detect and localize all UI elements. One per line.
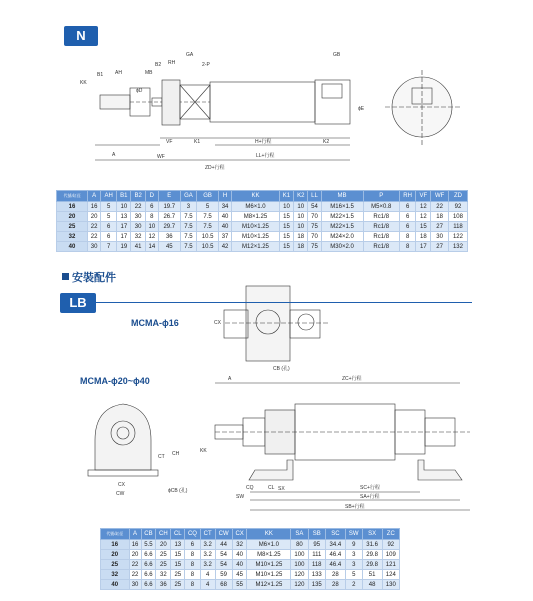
table-cell: 13 bbox=[171, 540, 185, 550]
table-cell: 22 bbox=[88, 232, 101, 242]
dim-label: ϕE bbox=[358, 106, 365, 112]
table-cell: 8 bbox=[185, 550, 201, 560]
table-cell: 22 bbox=[131, 202, 145, 212]
table-cell: 15 bbox=[171, 560, 185, 570]
table-cell: 3.2 bbox=[200, 540, 215, 550]
table-cell: 51 bbox=[362, 570, 382, 580]
table-cell: 7.5 bbox=[180, 212, 197, 222]
column-header: GB bbox=[197, 191, 219, 202]
table-cell: 22 bbox=[129, 570, 141, 580]
column-header: K1 bbox=[279, 191, 293, 202]
table-cell: 40 bbox=[232, 560, 247, 570]
table-cell: 32 bbox=[131, 232, 145, 242]
column-header: RH bbox=[399, 191, 416, 202]
table-cell: 37 bbox=[218, 232, 231, 242]
dim-label: B2 bbox=[155, 62, 162, 68]
table-header-row bbox=[57, 191, 468, 202]
table-cell: 18 bbox=[416, 232, 431, 242]
dimension-table-lb bbox=[100, 528, 400, 590]
table-cell: 130 bbox=[382, 580, 399, 590]
table-cell: 4 bbox=[200, 570, 215, 580]
dim-label: LL+行程 bbox=[256, 153, 275, 159]
table-cell: 30 bbox=[131, 212, 145, 222]
table-cell: 6 bbox=[101, 222, 117, 232]
table-cell: 7.5 bbox=[180, 222, 197, 232]
table-cell: 10 bbox=[145, 222, 158, 232]
section-badge-n: N bbox=[64, 26, 98, 46]
dim-label: A bbox=[228, 376, 232, 382]
table-cell: 70 bbox=[308, 232, 321, 242]
column-header: CT bbox=[200, 529, 215, 540]
table-cell: 111 bbox=[308, 550, 325, 560]
table-cell: 70 bbox=[308, 212, 321, 222]
table-cell: 75 bbox=[308, 242, 321, 252]
column-header: K2 bbox=[294, 191, 308, 202]
dim-label: SX bbox=[278, 486, 285, 492]
bore-size-cell: 16 bbox=[101, 540, 130, 550]
table-row bbox=[101, 570, 400, 580]
table-cell: 45 bbox=[232, 570, 247, 580]
dim-label: CB (孔) bbox=[273, 366, 290, 372]
lb-foot-end-view bbox=[88, 404, 158, 476]
table-cell: 108 bbox=[448, 212, 467, 222]
table-cell: 31.6 bbox=[362, 540, 382, 550]
table-cell: 25 bbox=[156, 550, 171, 560]
table-cell: 132 bbox=[448, 242, 467, 252]
dim-label: SC+行程 bbox=[360, 485, 380, 491]
table-cell: 36 bbox=[158, 232, 180, 242]
table-row bbox=[57, 222, 468, 232]
column-header: CB bbox=[141, 529, 156, 540]
table-cell: 40 bbox=[232, 550, 247, 560]
table-cell: 7 bbox=[101, 242, 117, 252]
table-cell: 7.5 bbox=[180, 232, 197, 242]
column-header: B2 bbox=[131, 191, 145, 202]
table-cell: 121 bbox=[382, 560, 399, 570]
table-cell: 120 bbox=[291, 580, 308, 590]
table-cell: 3 bbox=[345, 560, 362, 570]
table-row bbox=[101, 550, 400, 560]
table-row bbox=[57, 202, 468, 212]
cylinder-side-view-n bbox=[95, 80, 350, 160]
table-cell: 124 bbox=[382, 570, 399, 580]
table-cell: 17 bbox=[117, 232, 131, 242]
column-header: VF bbox=[416, 191, 431, 202]
table-cell: 26.7 bbox=[158, 212, 180, 222]
table-cell: 34.4 bbox=[325, 540, 345, 550]
column-header: SC bbox=[325, 529, 345, 540]
table-cell: 12 bbox=[416, 202, 431, 212]
column-header: WF bbox=[431, 191, 449, 202]
table-cell: 15 bbox=[279, 212, 293, 222]
table-cell: 3.2 bbox=[200, 550, 215, 560]
dim-label: CW bbox=[116, 491, 125, 497]
table-cell: 32 bbox=[232, 540, 247, 550]
column-header: CL bbox=[171, 529, 185, 540]
table-cell: 5 bbox=[345, 570, 362, 580]
table-cell: 14 bbox=[145, 242, 158, 252]
table-cell: M10×1.25 bbox=[247, 570, 291, 580]
table-cell: M5×0.8 bbox=[363, 202, 399, 212]
table-cell: Rc1/8 bbox=[363, 232, 399, 242]
table-cell: 120 bbox=[291, 570, 308, 580]
table-cell: 92 bbox=[448, 202, 467, 212]
table-cell: 5 bbox=[197, 202, 219, 212]
column-header: CX bbox=[232, 529, 247, 540]
column-header: B1 bbox=[117, 191, 131, 202]
table-cell: 6 bbox=[399, 202, 416, 212]
table-cell: 41 bbox=[131, 242, 145, 252]
bore-size-cell: 40 bbox=[101, 580, 130, 590]
table-cell: 20 bbox=[129, 550, 141, 560]
table-cell: 100 bbox=[291, 560, 308, 570]
bore-size-cell: 16 bbox=[57, 202, 88, 212]
table-header-row bbox=[101, 529, 400, 540]
dim-label: K2 bbox=[323, 139, 330, 145]
dimension-labels-n bbox=[80, 52, 365, 171]
table-cell: 46.4 bbox=[325, 560, 345, 570]
column-header: LL bbox=[308, 191, 321, 202]
table-cell: 5 bbox=[101, 212, 117, 222]
table-row bbox=[57, 232, 468, 242]
table-cell: 29.8 bbox=[362, 560, 382, 570]
table-cell: 7.5 bbox=[197, 222, 219, 232]
column-header: SB bbox=[308, 529, 325, 540]
column-header: KK bbox=[247, 529, 291, 540]
table-cell: 29.7 bbox=[158, 222, 180, 232]
table-cell: 44 bbox=[215, 540, 232, 550]
table-cell: 46.4 bbox=[325, 550, 345, 560]
table-cell: 28 bbox=[325, 580, 345, 590]
column-header: ZD bbox=[448, 191, 467, 202]
table-cell: 17 bbox=[117, 222, 131, 232]
table-cell: 12 bbox=[145, 232, 158, 242]
table-cell: M10×1.25 bbox=[247, 560, 291, 570]
table-cell: 4 bbox=[200, 580, 215, 590]
table-cell: 8 bbox=[399, 242, 416, 252]
table-cell: M22×1.5 bbox=[321, 212, 363, 222]
bore-size-cell: 20 bbox=[57, 212, 88, 222]
column-header: A bbox=[88, 191, 101, 202]
table-cell: 19.7 bbox=[158, 202, 180, 212]
table-cell: 3.2 bbox=[200, 560, 215, 570]
table-cell: M8×1.25 bbox=[232, 212, 280, 222]
table-cell: 5 bbox=[101, 202, 117, 212]
table-cell: 55 bbox=[232, 580, 247, 590]
table-cell: M6×1.0 bbox=[247, 540, 291, 550]
model-label-20-40: MCMA-ϕ20~ϕ40 bbox=[80, 376, 150, 386]
table-cell: M30×2.0 bbox=[321, 242, 363, 252]
dim-label: GA bbox=[186, 52, 194, 58]
table-cell: M24×2.0 bbox=[321, 232, 363, 242]
column-header: E bbox=[158, 191, 180, 202]
section-badge-lb: LB bbox=[60, 293, 96, 313]
table-cell: M8×1.25 bbox=[247, 550, 291, 560]
table-cell: Rc1/8 bbox=[363, 212, 399, 222]
column-header: MB bbox=[321, 191, 363, 202]
bore-size-cell: 32 bbox=[101, 570, 130, 580]
dim-label: WF bbox=[157, 154, 165, 160]
column-header: SA bbox=[291, 529, 308, 540]
dim-label: SB+行程 bbox=[345, 504, 365, 510]
dim-label: GB bbox=[333, 52, 341, 58]
dim-label: MB bbox=[145, 70, 153, 76]
table-cell: 109 bbox=[382, 550, 399, 560]
column-header: ZC bbox=[382, 529, 399, 540]
table-cell: 3 bbox=[345, 550, 362, 560]
table-cell: 80 bbox=[291, 540, 308, 550]
table-row bbox=[57, 212, 468, 222]
bore-size-cell: 20 bbox=[101, 550, 130, 560]
table-cell: 18 bbox=[294, 242, 308, 252]
table-cell: 22 bbox=[431, 202, 449, 212]
dim-label: ϕCB (孔) bbox=[168, 488, 188, 494]
bore-size-cell: 25 bbox=[57, 222, 88, 232]
table-cell: 5.5 bbox=[141, 540, 156, 550]
dim-label: K1 bbox=[194, 139, 201, 145]
table-cell: M12×1.25 bbox=[247, 580, 291, 590]
table-cell: 2 bbox=[345, 580, 362, 590]
table-cell: 42 bbox=[218, 242, 231, 252]
table-cell: 133 bbox=[308, 570, 325, 580]
table-cell: 8 bbox=[185, 580, 201, 590]
table-cell: 12 bbox=[416, 212, 431, 222]
table-cell: 15 bbox=[279, 222, 293, 232]
dim-label: CQ bbox=[246, 485, 254, 491]
dim-label: RH bbox=[168, 60, 176, 66]
column-header: CH bbox=[156, 529, 171, 540]
table-cell: 17 bbox=[416, 242, 431, 252]
column-header: P bbox=[363, 191, 399, 202]
table-cell: 59 bbox=[215, 570, 232, 580]
table-cell: 6.6 bbox=[141, 550, 156, 560]
dim-label: CX bbox=[214, 320, 221, 326]
dim-label: KK bbox=[200, 448, 207, 454]
table-cell: 68 bbox=[215, 580, 232, 590]
table-cell: 6 bbox=[101, 232, 117, 242]
table-row bbox=[101, 580, 400, 590]
table-cell: 16 bbox=[129, 540, 141, 550]
table-cell: 6.6 bbox=[141, 570, 156, 580]
section-title-accessories: 安裝配件 bbox=[62, 269, 116, 285]
table-cell: 10 bbox=[294, 222, 308, 232]
table-cell: 30 bbox=[88, 242, 101, 252]
dim-label: CL bbox=[268, 485, 275, 491]
table-cell: 118 bbox=[308, 560, 325, 570]
column-header: A bbox=[129, 529, 141, 540]
column-header: D bbox=[145, 191, 158, 202]
table-cell: 122 bbox=[448, 232, 467, 242]
table-cell: 3 bbox=[180, 202, 197, 212]
table-cell: 6 bbox=[145, 202, 158, 212]
table-cell: 54 bbox=[215, 550, 232, 560]
table-cell: 6 bbox=[399, 212, 416, 222]
bore-size-cell: 40 bbox=[57, 242, 88, 252]
dim-label: VF bbox=[166, 139, 173, 145]
table-cell: Rc1/8 bbox=[363, 242, 399, 252]
table-cell: 7.5 bbox=[180, 242, 197, 252]
table-cell: 100 bbox=[291, 550, 308, 560]
table-row bbox=[101, 540, 400, 550]
table-cell: 10.5 bbox=[197, 232, 219, 242]
table-cell: 27 bbox=[431, 242, 449, 252]
table-cell: 6.6 bbox=[141, 560, 156, 570]
table-cell: M10×1.25 bbox=[232, 232, 280, 242]
table-cell: 75 bbox=[308, 222, 321, 232]
table-cell: 20 bbox=[156, 540, 171, 550]
dim-label: B1 bbox=[97, 72, 104, 78]
dimension-table-n bbox=[56, 190, 468, 252]
model-label-16: MCMA-ϕ16 bbox=[131, 318, 179, 328]
table-cell: 8 bbox=[185, 570, 201, 580]
table-cell: 8 bbox=[399, 232, 416, 242]
column-header: H bbox=[218, 191, 231, 202]
table-row bbox=[57, 242, 468, 252]
table-cell: 10 bbox=[294, 212, 308, 222]
table-row bbox=[101, 560, 400, 570]
table-cell: 25 bbox=[171, 570, 185, 580]
table-cell: 13 bbox=[117, 212, 131, 222]
table-cell: M12×1.25 bbox=[232, 242, 280, 252]
table-cell: 48 bbox=[362, 580, 382, 590]
dim-label: AH bbox=[115, 70, 122, 76]
dim-label: H+行程 bbox=[255, 139, 272, 145]
table-cell: 10 bbox=[117, 202, 131, 212]
table-cell: 20 bbox=[88, 212, 101, 222]
table-cell: 16 bbox=[88, 202, 101, 212]
column-header: SX bbox=[362, 529, 382, 540]
table-cell: 36 bbox=[156, 580, 171, 590]
table-cell: M22×1.5 bbox=[321, 222, 363, 232]
table-cell: 8 bbox=[145, 212, 158, 222]
table-cell: 135 bbox=[308, 580, 325, 590]
table-cell: 7.5 bbox=[197, 212, 219, 222]
column-header: CQ bbox=[185, 529, 201, 540]
column-header: KK bbox=[232, 191, 280, 202]
dim-label: CX bbox=[118, 482, 125, 488]
dim-label: SA+行程 bbox=[360, 494, 380, 500]
lb16-front-view bbox=[224, 286, 330, 361]
table-cell: M16×1.5 bbox=[321, 202, 363, 212]
table-cell: 54 bbox=[308, 202, 321, 212]
section-divider bbox=[96, 302, 472, 303]
bore-size-cell: 32 bbox=[57, 232, 88, 242]
table-cell: 29.8 bbox=[362, 550, 382, 560]
table-cell: 15 bbox=[171, 550, 185, 560]
table-cell: M6×1.0 bbox=[232, 202, 280, 212]
table-cell: 15 bbox=[416, 222, 431, 232]
table-cell: 15 bbox=[279, 232, 293, 242]
dim-label: ZD+行程 bbox=[205, 165, 225, 171]
table-cell: 54 bbox=[215, 560, 232, 570]
dim-label: ZC+行程 bbox=[342, 376, 362, 382]
table-cell: 118 bbox=[448, 222, 467, 232]
dim-label: SW bbox=[236, 494, 245, 500]
column-header: SW bbox=[345, 529, 362, 540]
table-cell: 22 bbox=[88, 222, 101, 232]
table-cell: 92 bbox=[382, 540, 399, 550]
cylinder-end-view-n bbox=[385, 70, 460, 145]
table-corner-header: 代號/缸徑 bbox=[57, 191, 88, 202]
table-cell: 6 bbox=[185, 540, 201, 550]
table-cell: 10 bbox=[279, 202, 293, 212]
table-cell: 19 bbox=[117, 242, 131, 252]
table-cell: 9 bbox=[345, 540, 362, 550]
table-cell: 30 bbox=[131, 222, 145, 232]
table-cell: 25 bbox=[156, 560, 171, 570]
dim-label: CH bbox=[172, 451, 180, 457]
column-header: AH bbox=[101, 191, 117, 202]
table-cell: 27 bbox=[431, 222, 449, 232]
table-cell: 15 bbox=[279, 242, 293, 252]
table-cell: 8 bbox=[185, 560, 201, 570]
dim-label: ϕD bbox=[136, 88, 143, 94]
table-cell: 6 bbox=[399, 222, 416, 232]
dim-label: 2-P bbox=[202, 62, 210, 68]
column-header: CW bbox=[215, 529, 232, 540]
table-cell: 10.5 bbox=[197, 242, 219, 252]
table-cell: 28 bbox=[325, 570, 345, 580]
table-cell: 18 bbox=[294, 232, 308, 242]
table-corner-header: 代號/缸徑 bbox=[101, 529, 130, 540]
bore-size-cell: 25 bbox=[101, 560, 130, 570]
table-cell: 32 bbox=[156, 570, 171, 580]
dim-label: A bbox=[112, 152, 116, 158]
dim-label: CT bbox=[158, 454, 165, 460]
table-cell: 25 bbox=[171, 580, 185, 590]
table-cell: 34 bbox=[218, 202, 231, 212]
table-cell: M10×1.25 bbox=[232, 222, 280, 232]
table-cell: 30 bbox=[129, 580, 141, 590]
column-header: GA bbox=[180, 191, 197, 202]
dim-label: KK bbox=[80, 80, 87, 86]
table-cell: 6.6 bbox=[141, 580, 156, 590]
table-cell: 10 bbox=[294, 202, 308, 212]
table-cell: 40 bbox=[218, 222, 231, 232]
table-cell: 45 bbox=[158, 242, 180, 252]
table-cell: 22 bbox=[129, 560, 141, 570]
table-cell: 18 bbox=[431, 212, 449, 222]
table-cell: 95 bbox=[308, 540, 325, 550]
table-cell: 40 bbox=[218, 212, 231, 222]
table-cell: 30 bbox=[431, 232, 449, 242]
table-cell: Rc1/8 bbox=[363, 222, 399, 232]
